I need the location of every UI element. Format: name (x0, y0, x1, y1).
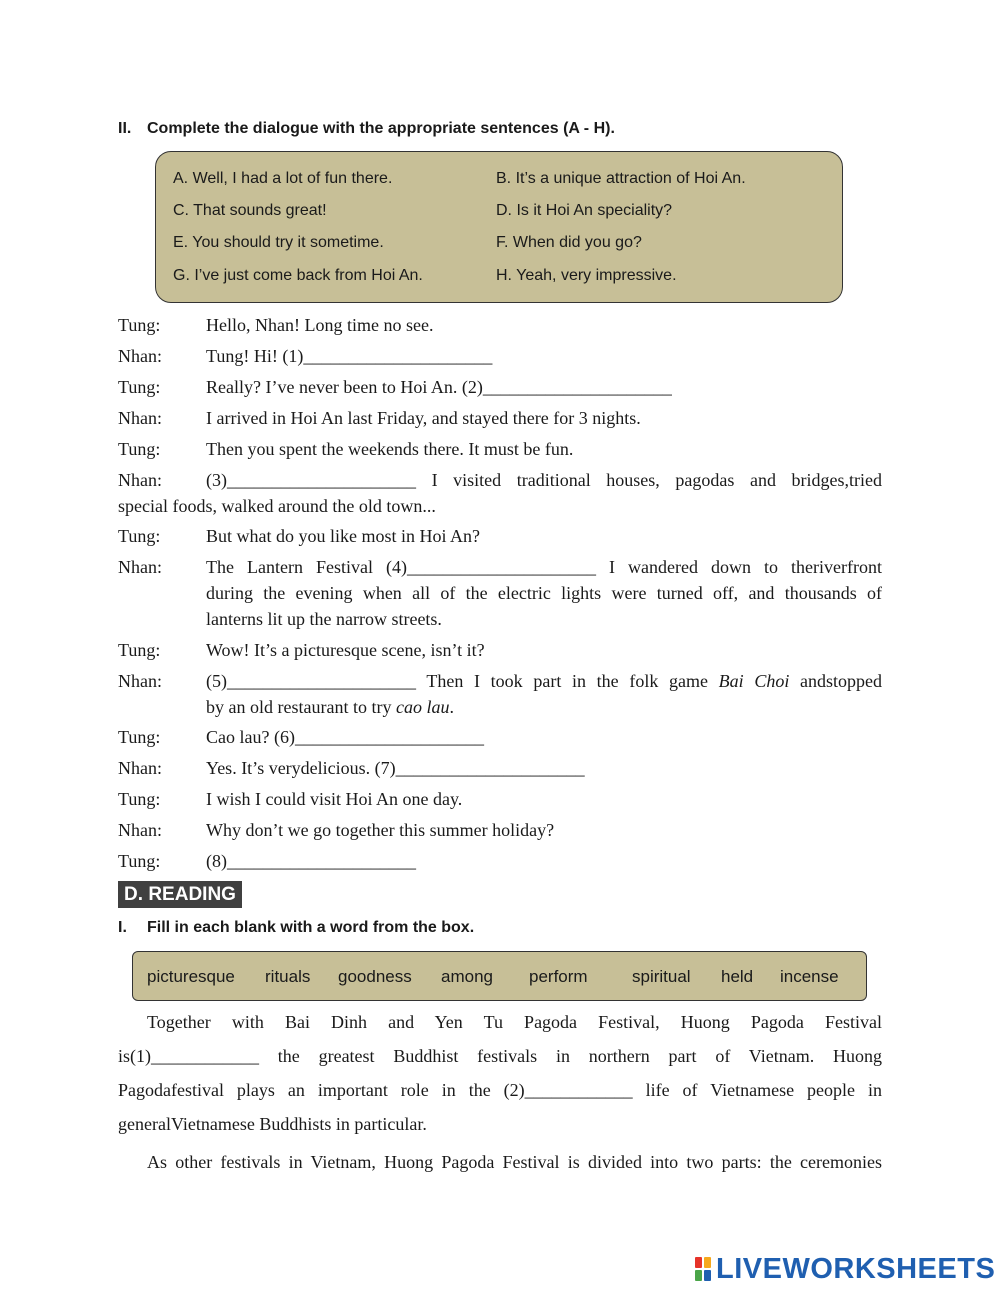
speaker: Tung: (118, 789, 161, 809)
paragraph-line-blank-1[interactable]: is(1)____________ the greatest Buddhist festivals in northern part of Vietnam. Huong (118, 1046, 882, 1066)
dialogue-wrap: during the evening when all of the electric lights were turned off, and thousands of (206, 583, 882, 603)
word-item: among (441, 967, 493, 986)
speaker: Nhan: (118, 557, 162, 577)
reading-section-label: D. READING (118, 881, 242, 908)
speaker: Nhan: (118, 470, 162, 490)
blank-7[interactable]: Yes. It’s verydelicious. (7)_____________________ (206, 758, 585, 778)
word-item: incense (780, 967, 839, 986)
logo-blocks-icon (694, 1256, 712, 1282)
option-f: F. When did you go? (496, 234, 642, 251)
option-h: H. Yeah, very impressive. (496, 267, 677, 284)
blank-2[interactable]: Really? I’ve never been to Hoi An. (2)_____________________ (206, 377, 672, 397)
speaker: Tung: (118, 727, 161, 747)
dialogue-text: I wish I could visit Hoi An one day. (206, 789, 463, 809)
blank-5-line (206, 668, 882, 694)
speaker: Tung: (118, 315, 161, 335)
liveworksheets-logo (694, 1254, 995, 1284)
option-g: G. I’ve just come back from Hoi An. (173, 267, 423, 284)
speaker: Nhan: (118, 408, 162, 428)
option-b: B. It’s a unique attraction of Hoi An. (496, 170, 746, 187)
dialogue-text: by an old restaurant to try (206, 697, 396, 717)
dialogue-continuation: special foods, walked around the old town... (118, 496, 436, 516)
reading-instruction: Fill in each blank with a word from the box. (147, 919, 475, 936)
dialogue-wrap (206, 694, 454, 720)
blank-4[interactable]: The Lantern Festival (4)_____________________ I wandered down to theriverfront (206, 557, 882, 577)
word-item: goodness (338, 967, 412, 986)
paragraph-line: As other festivals in Vietnam, Huong Pagoda Festival is divided into two parts: the ceremonies (147, 1152, 882, 1172)
blank-3[interactable]: (3)_____________________ I visited traditional houses, pagodas and bridges,tried (206, 470, 882, 490)
option-e: E. You should try it sometime. (173, 234, 384, 251)
italic-term: cao lau (395, 697, 450, 717)
dialogue-text: But what do you like most in Hoi An? (206, 526, 480, 546)
italic-term: Bai Choi (718, 671, 790, 691)
speaker: Nhan: (118, 758, 162, 778)
section-number: II. (118, 120, 132, 137)
paragraph-line: Together with Bai Dinh and Yen Tu Pagoda Festival, Huong Pagoda Festival (147, 1012, 882, 1032)
speaker: Tung: (118, 377, 161, 397)
word-item: perform (529, 967, 588, 986)
options-box (155, 151, 843, 303)
section-heading (118, 120, 615, 138)
dialogue-text: Hello, Nhan! Long time no see. (206, 315, 434, 335)
speaker: Tung: (118, 526, 161, 546)
dialogue-text: andstopped (789, 671, 883, 691)
option-d: D. Is it Hoi An speciality? (496, 202, 673, 219)
paragraph-line-blank-2[interactable]: Pagodafestival plays an important role in the (2)____________ life of Vietnamese people in (118, 1080, 882, 1100)
logo-text: LIVEWORKSHEETS (716, 1252, 996, 1285)
word-item: rituals (265, 967, 311, 986)
speaker: Nhan: (118, 671, 162, 691)
dialogue-wrap: lanterns lit up the narrow streets. (206, 609, 442, 629)
option-a: A. Well, I had a lot of fun there. (173, 170, 393, 187)
dialogue-text: Why don’t we go together this summer holiday? (206, 820, 555, 840)
speaker: Tung: (118, 640, 161, 660)
dialogue-text: I arrived in Hoi An last Friday, and stayed there for 3 nights. (206, 408, 641, 428)
blank-1[interactable]: Tung! Hi! (1)_____________________ (206, 346, 493, 366)
option-c: C. That sounds great! (173, 202, 327, 219)
speaker: Nhan: (118, 346, 162, 366)
dialogue-text: . (449, 697, 454, 717)
blank-5[interactable]: (5)_____________________ Then I took part in the folk game (206, 671, 719, 691)
speaker: Tung: (118, 439, 161, 459)
section-instruction: Complete the dialogue with the appropriate sentences (A - H). (147, 120, 615, 137)
blank-6[interactable]: Cao lau? (6)_____________________ (206, 727, 484, 747)
paragraph-line: generalVietnamese Buddhists in particular. (118, 1114, 427, 1134)
word-item: held (721, 967, 754, 986)
speaker: Nhan: (118, 820, 162, 840)
reading-number: I. (118, 919, 127, 936)
blank-8[interactable]: (8)_____________________ (206, 851, 416, 871)
word-box (132, 951, 867, 1001)
dialogue-text: Then you spent the weekends there. It must be fun. (206, 439, 574, 459)
word-item: picturesque (147, 967, 235, 986)
speaker: Tung: (118, 851, 161, 871)
reading-heading (118, 919, 474, 937)
dialogue-text: Wow! It’s a picturesque scene, isn’t it? (206, 640, 485, 660)
word-item: spiritual (632, 967, 691, 986)
